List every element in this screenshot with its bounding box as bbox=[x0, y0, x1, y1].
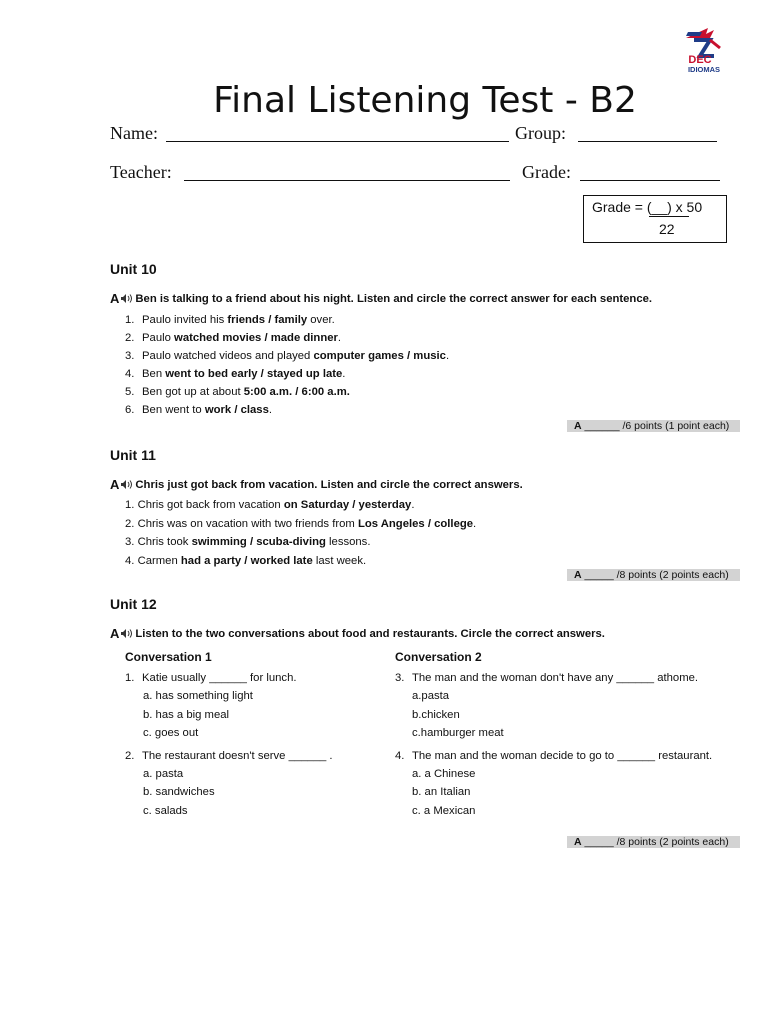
option: a.pasta bbox=[412, 690, 450, 702]
list-item: 6. Ben went to work / class. bbox=[125, 404, 273, 416]
option: a. has something light bbox=[143, 690, 253, 702]
section-letter: A bbox=[110, 291, 120, 306]
option: b.chicken bbox=[412, 709, 460, 721]
dec-idiomas-logo bbox=[680, 26, 728, 74]
unit-10-instruction-row bbox=[110, 291, 652, 306]
question-3: 3. The man and the woman don't have any ______ athome. bbox=[395, 672, 699, 684]
unit-10-instruction: Ben is talking to a friend about his night. Listen and circle the correct answer for each sentence. bbox=[135, 292, 653, 305]
option: a. a Chinese bbox=[412, 768, 476, 780]
option: c. a Mexican bbox=[412, 805, 476, 817]
section-letter: A bbox=[110, 477, 120, 492]
option: b. has a big meal bbox=[143, 709, 230, 721]
name-label: Name: bbox=[110, 123, 158, 143]
grade-label: Grade: bbox=[522, 162, 571, 182]
unit-11-points-box: A _____ /8 points (2 points each) bbox=[567, 569, 740, 581]
option: c.hamburger meat bbox=[412, 727, 504, 739]
unit-12-heading: Unit 12 bbox=[110, 596, 157, 612]
option: c. salads bbox=[143, 805, 188, 817]
unit-10-items bbox=[125, 314, 449, 422]
grade-field[interactable] bbox=[580, 180, 720, 181]
unit-10-points-box: A ______ /6 points (1 point each) bbox=[567, 420, 740, 432]
unit-12-points-box: A _____ /8 points (2 points each) bbox=[567, 836, 740, 848]
conversation-2-heading: Conversation 2 bbox=[395, 650, 482, 664]
list-item: 2. Paulo watched movies / made dinner. bbox=[125, 332, 342, 344]
question-2: 2. The restaurant doesn't serve ______ . bbox=[125, 750, 333, 762]
option: c. goes out bbox=[143, 727, 199, 739]
group-label: Group: bbox=[515, 123, 566, 143]
grade-formula-numerator: Grade = (__) x 50 bbox=[592, 199, 703, 215]
list-item: 2. Chris was on vacation with two friends from Los Angeles / college. bbox=[125, 517, 477, 530]
logo-brand-text: DEC bbox=[688, 54, 712, 66]
group-field[interactable] bbox=[578, 141, 717, 142]
unit-11-items bbox=[125, 499, 476, 573]
unit-11-instruction-row bbox=[110, 477, 523, 492]
option: a. pasta bbox=[143, 768, 184, 780]
option: b. sandwiches bbox=[143, 786, 215, 798]
logo-text: IDIOMAS bbox=[687, 65, 721, 74]
unit-11-instruction: Chris just got back from vacation. Listen and circle the correct answers. bbox=[135, 478, 523, 491]
list-item: 5. Ben got up at about 5:00 a.m. / 6:00 a.m. bbox=[125, 386, 350, 398]
list-item: 4. Carmen had a party / worked late last week. bbox=[125, 554, 367, 567]
question-1: 1. Katie usually ______ for lunch. bbox=[125, 672, 297, 684]
section-letter: A bbox=[110, 626, 120, 641]
list-item: 4. Ben went to bed early / stayed up late. bbox=[125, 368, 346, 380]
question-4: 4. The man and the woman decide to go to ______ restaurant. bbox=[395, 750, 713, 762]
unit-11-heading: Unit 11 bbox=[110, 447, 156, 463]
list-item: 1. Paulo invited his friends / family over. bbox=[125, 314, 335, 326]
list-item: 1. Chris got back from vacation on Saturday / yesterday. bbox=[125, 499, 415, 511]
speaker-icon bbox=[120, 479, 133, 490]
unit-12-instruction: Listen to the two conversations about food and restaurants. Circle the correct answers. bbox=[135, 627, 605, 640]
page-title: Final Listening Test - B2 bbox=[213, 80, 637, 121]
list-item: 3. Paulo watched videos and played computer games / music. bbox=[125, 350, 450, 362]
unit-10-heading: Unit 10 bbox=[110, 261, 157, 277]
grade-formula-denominator: 22 bbox=[659, 221, 675, 237]
list-item: 3. Chris took swimming / scuba-diving lessons. bbox=[125, 536, 371, 548]
teacher-field[interactable] bbox=[184, 180, 510, 181]
speaker-icon bbox=[120, 628, 133, 639]
grade-formula-box bbox=[583, 195, 727, 243]
teacher-label: Teacher: bbox=[110, 162, 172, 182]
unit-12-instruction-row bbox=[110, 626, 605, 641]
fraction-line bbox=[649, 216, 689, 217]
speaker-icon bbox=[120, 293, 133, 304]
option: b. an Italian bbox=[412, 786, 471, 798]
name-field[interactable] bbox=[166, 141, 509, 142]
conversation-1-heading: Conversation 1 bbox=[125, 650, 212, 664]
